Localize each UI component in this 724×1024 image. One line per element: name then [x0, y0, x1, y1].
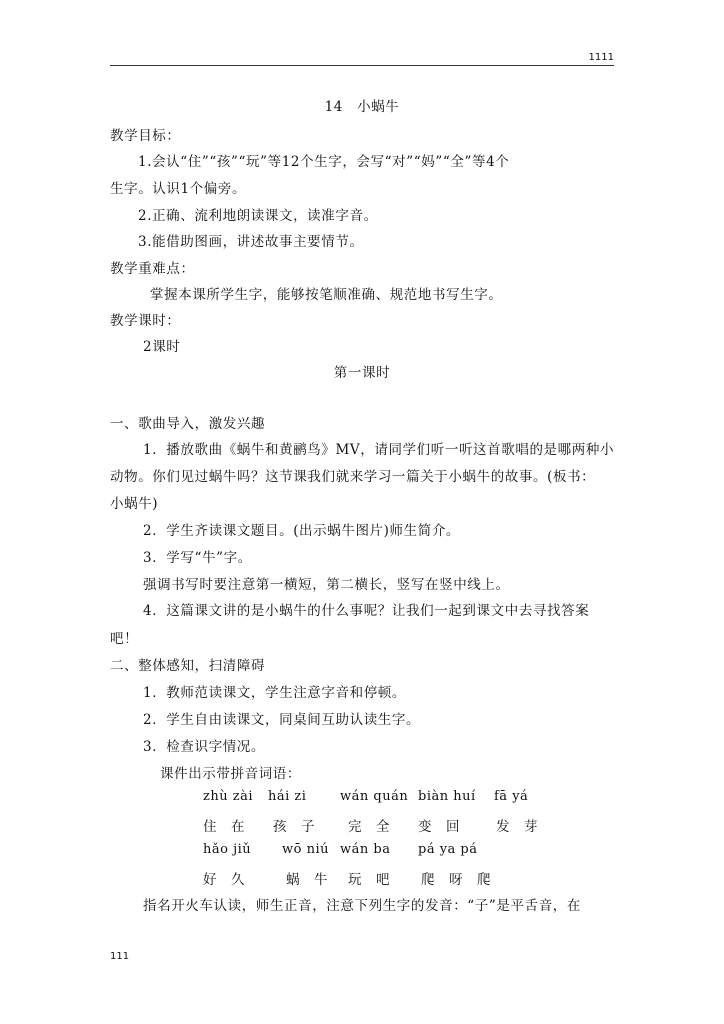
lesson-1-title: 第一课时	[333, 365, 391, 381]
hanzi-word: 爬 呀 爬	[421, 872, 491, 888]
key-points-heading: 教学重难点：	[110, 261, 195, 277]
section-2-heading: 二、整体感知，扫清障碍	[110, 658, 266, 674]
section-1-p1-line-1: 1．播放歌曲《蜗牛和黄鹂鸟》MV，请同学们听一听这首歌唱的是哪两种小	[143, 442, 615, 458]
header-page-number: 1111	[588, 52, 614, 63]
pinyin-word: pá ya pá	[418, 842, 478, 857]
pinyin-word: wán ba	[340, 842, 391, 857]
section-1-heading: 一、歌曲导入，激发兴趣	[110, 416, 266, 432]
section-2-p2: 2．学生自由读课文，同桌间互助认读生字。	[143, 712, 421, 728]
pinyin-word: biàn huí	[418, 789, 476, 804]
hanzi-word: 蜗 牛	[286, 872, 328, 888]
goal-1-line-1: 1.会认“住”“孩”“玩”等12个生字，会写“对”“妈”“全”等4个	[138, 154, 510, 170]
hanzi-word: 完 全	[348, 819, 390, 835]
footer-page-number: 111	[110, 951, 130, 962]
hanzi-word: 好 久	[203, 872, 245, 888]
hours-heading: 教学课时：	[110, 313, 181, 329]
pinyin-word: hǎo jiǔ	[203, 842, 252, 857]
section-1-p2: 2．学生齐读课文题目。(出示蜗牛图片)师生简介。	[143, 523, 461, 539]
hanzi-word: 孩 子	[273, 819, 315, 835]
pinyin-word: fā yá	[494, 789, 529, 804]
header-rule	[110, 65, 614, 66]
pinyin-word: zhù zài	[203, 789, 253, 804]
section-1-p3: 3．学写“牛”字。	[143, 550, 252, 566]
section-1-p4-line-1: 4．这篇课文讲的是小蜗牛的什么事呢？让我们一起到课文中去寻找答案	[143, 603, 590, 619]
hanzi-word: 住 在	[203, 819, 245, 835]
section-2-p3: 3．检查识字情况。	[143, 739, 265, 755]
goal-3: 3.能借助图画，讲述故事主要情节。	[138, 234, 364, 250]
section-1-p4-line-2: 吧！	[110, 631, 139, 647]
section-2-last-line: 指名开火车认读，师生正音，注意下列生字的发音：“子”是平舌音，在	[143, 898, 582, 914]
hanzi-word: 变 回	[418, 819, 460, 835]
section-2-p1: 1．教师范读课文，学生注意字音和停顿。	[143, 685, 406, 701]
hanzi-word: 玩 吧	[348, 872, 390, 888]
goal-2: 2.正确、流利地朗读课文，读准字音。	[138, 208, 378, 224]
section-1-p3-note: 强调书写时要注意第一横短，第二横长，竖写在竖中线上。	[143, 577, 510, 593]
section-2-p3-intro: 课件出示带拼音词语：	[160, 766, 301, 782]
goal-1-line-2: 生字。认识1个偏旁。	[110, 181, 247, 197]
hanzi-word: 发 芽	[496, 819, 538, 835]
section-1-p1-line-3: 小蜗牛)	[110, 496, 159, 512]
pinyin-word: hái zi	[268, 789, 307, 804]
pinyin-word: wō niú	[282, 842, 329, 857]
key-points-text: 掌握本课所学生字，能够按笔顺准确、规范地书写生字。	[150, 287, 503, 303]
goals-heading: 教学目标：	[110, 128, 181, 144]
pinyin-word: wán quán	[340, 789, 409, 804]
section-1-p1-line-2: 动物。你们见过蜗牛吗？这节课我们就来学习一篇关于小蜗牛的故事。(板书：	[110, 469, 596, 485]
lesson-title: 14 小蜗牛	[324, 99, 400, 115]
hours-text: 2课时	[143, 339, 181, 355]
